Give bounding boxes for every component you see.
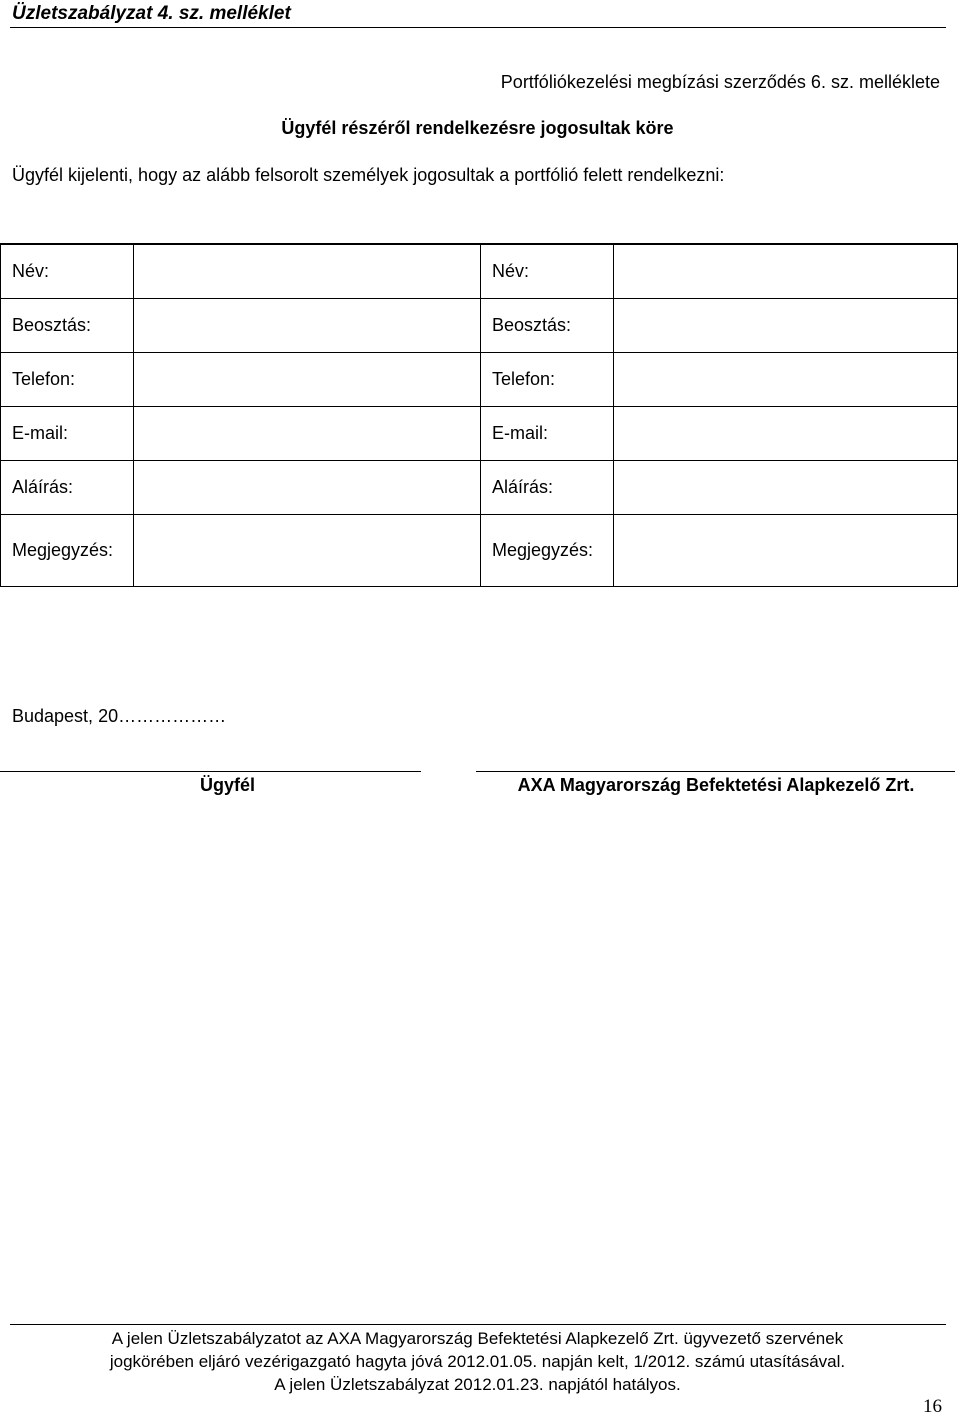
right-note-label: Megjegyzés: (481, 515, 614, 587)
footer-line-3: A jelen Üzletszabályzat 2012.01.23. napjától hatályos. (274, 1375, 681, 1394)
left-position-label: Beosztás: (1, 299, 134, 353)
row-email (1, 407, 958, 461)
left-name-field[interactable] (134, 244, 481, 299)
left-note-field[interactable] (134, 515, 481, 587)
left-position-field[interactable] (134, 299, 481, 353)
footer-line-2: jogkörében eljáró vezérigazgató hagyta jóvá 2012.01.05. napján kelt, 1/2012. számú utasításával. (109, 1352, 846, 1371)
right-signature-label: Aláírás: (481, 461, 614, 515)
row-name (1, 244, 958, 299)
intro-text: Ügyfél kijelenti, hogy az alább felsorolt személyek jogosultak a portfólió felett rendelkezni: (12, 165, 725, 185)
authorized-persons-table (0, 243, 958, 587)
right-note-field[interactable] (614, 515, 958, 587)
company-signature-label: AXA Magyarország Befektetési Alapkezelő Zrt. (517, 775, 915, 795)
left-signature-field[interactable] (134, 461, 481, 515)
footer-divider (10, 1324, 946, 1325)
row-phone (1, 353, 958, 407)
client-signature-line (0, 771, 421, 772)
left-signature-label: Aláírás: (1, 461, 134, 515)
header-divider (10, 27, 946, 28)
right-signature-field[interactable] (614, 461, 958, 515)
place-date-line: Budapest, 20……………… (12, 706, 227, 726)
document-title: Ügyfél részéről rendelkezésre jogosultak köre (281, 118, 674, 138)
left-note-label: Megjegyzés: (1, 515, 134, 587)
client-signature-label: Ügyfél (199, 775, 255, 795)
footer-approval-note (0, 1327, 955, 1396)
header-title: Üzletszabályzat 4. sz. melléklet (12, 3, 291, 24)
left-phone-label: Telefon: (1, 353, 134, 407)
right-position-field[interactable] (614, 299, 958, 353)
row-signature (1, 461, 958, 515)
attachment-reference: Portfóliókezelési megbízási szerződés 6. sz. melléklete (500, 72, 940, 92)
left-name-label: Név: (1, 244, 134, 299)
right-name-field[interactable] (614, 244, 958, 299)
right-name-label: Név: (481, 244, 614, 299)
left-phone-field[interactable] (134, 353, 481, 407)
right-position-label: Beosztás: (481, 299, 614, 353)
company-signature-line (476, 771, 955, 772)
left-email-label: E-mail: (1, 407, 134, 461)
row-note (1, 515, 958, 587)
right-phone-field[interactable] (614, 353, 958, 407)
right-phone-label: Telefon: (481, 353, 614, 407)
right-email-label: E-mail: (481, 407, 614, 461)
right-email-field[interactable] (614, 407, 958, 461)
page-number: 16 (923, 1396, 942, 1417)
row-position (1, 299, 958, 353)
footer-line-1: A jelen Üzletszabályzatot az AXA Magyarország Befektetési Alapkezelő Zrt. ügyvezető szervének (111, 1329, 844, 1348)
left-email-field[interactable] (134, 407, 481, 461)
